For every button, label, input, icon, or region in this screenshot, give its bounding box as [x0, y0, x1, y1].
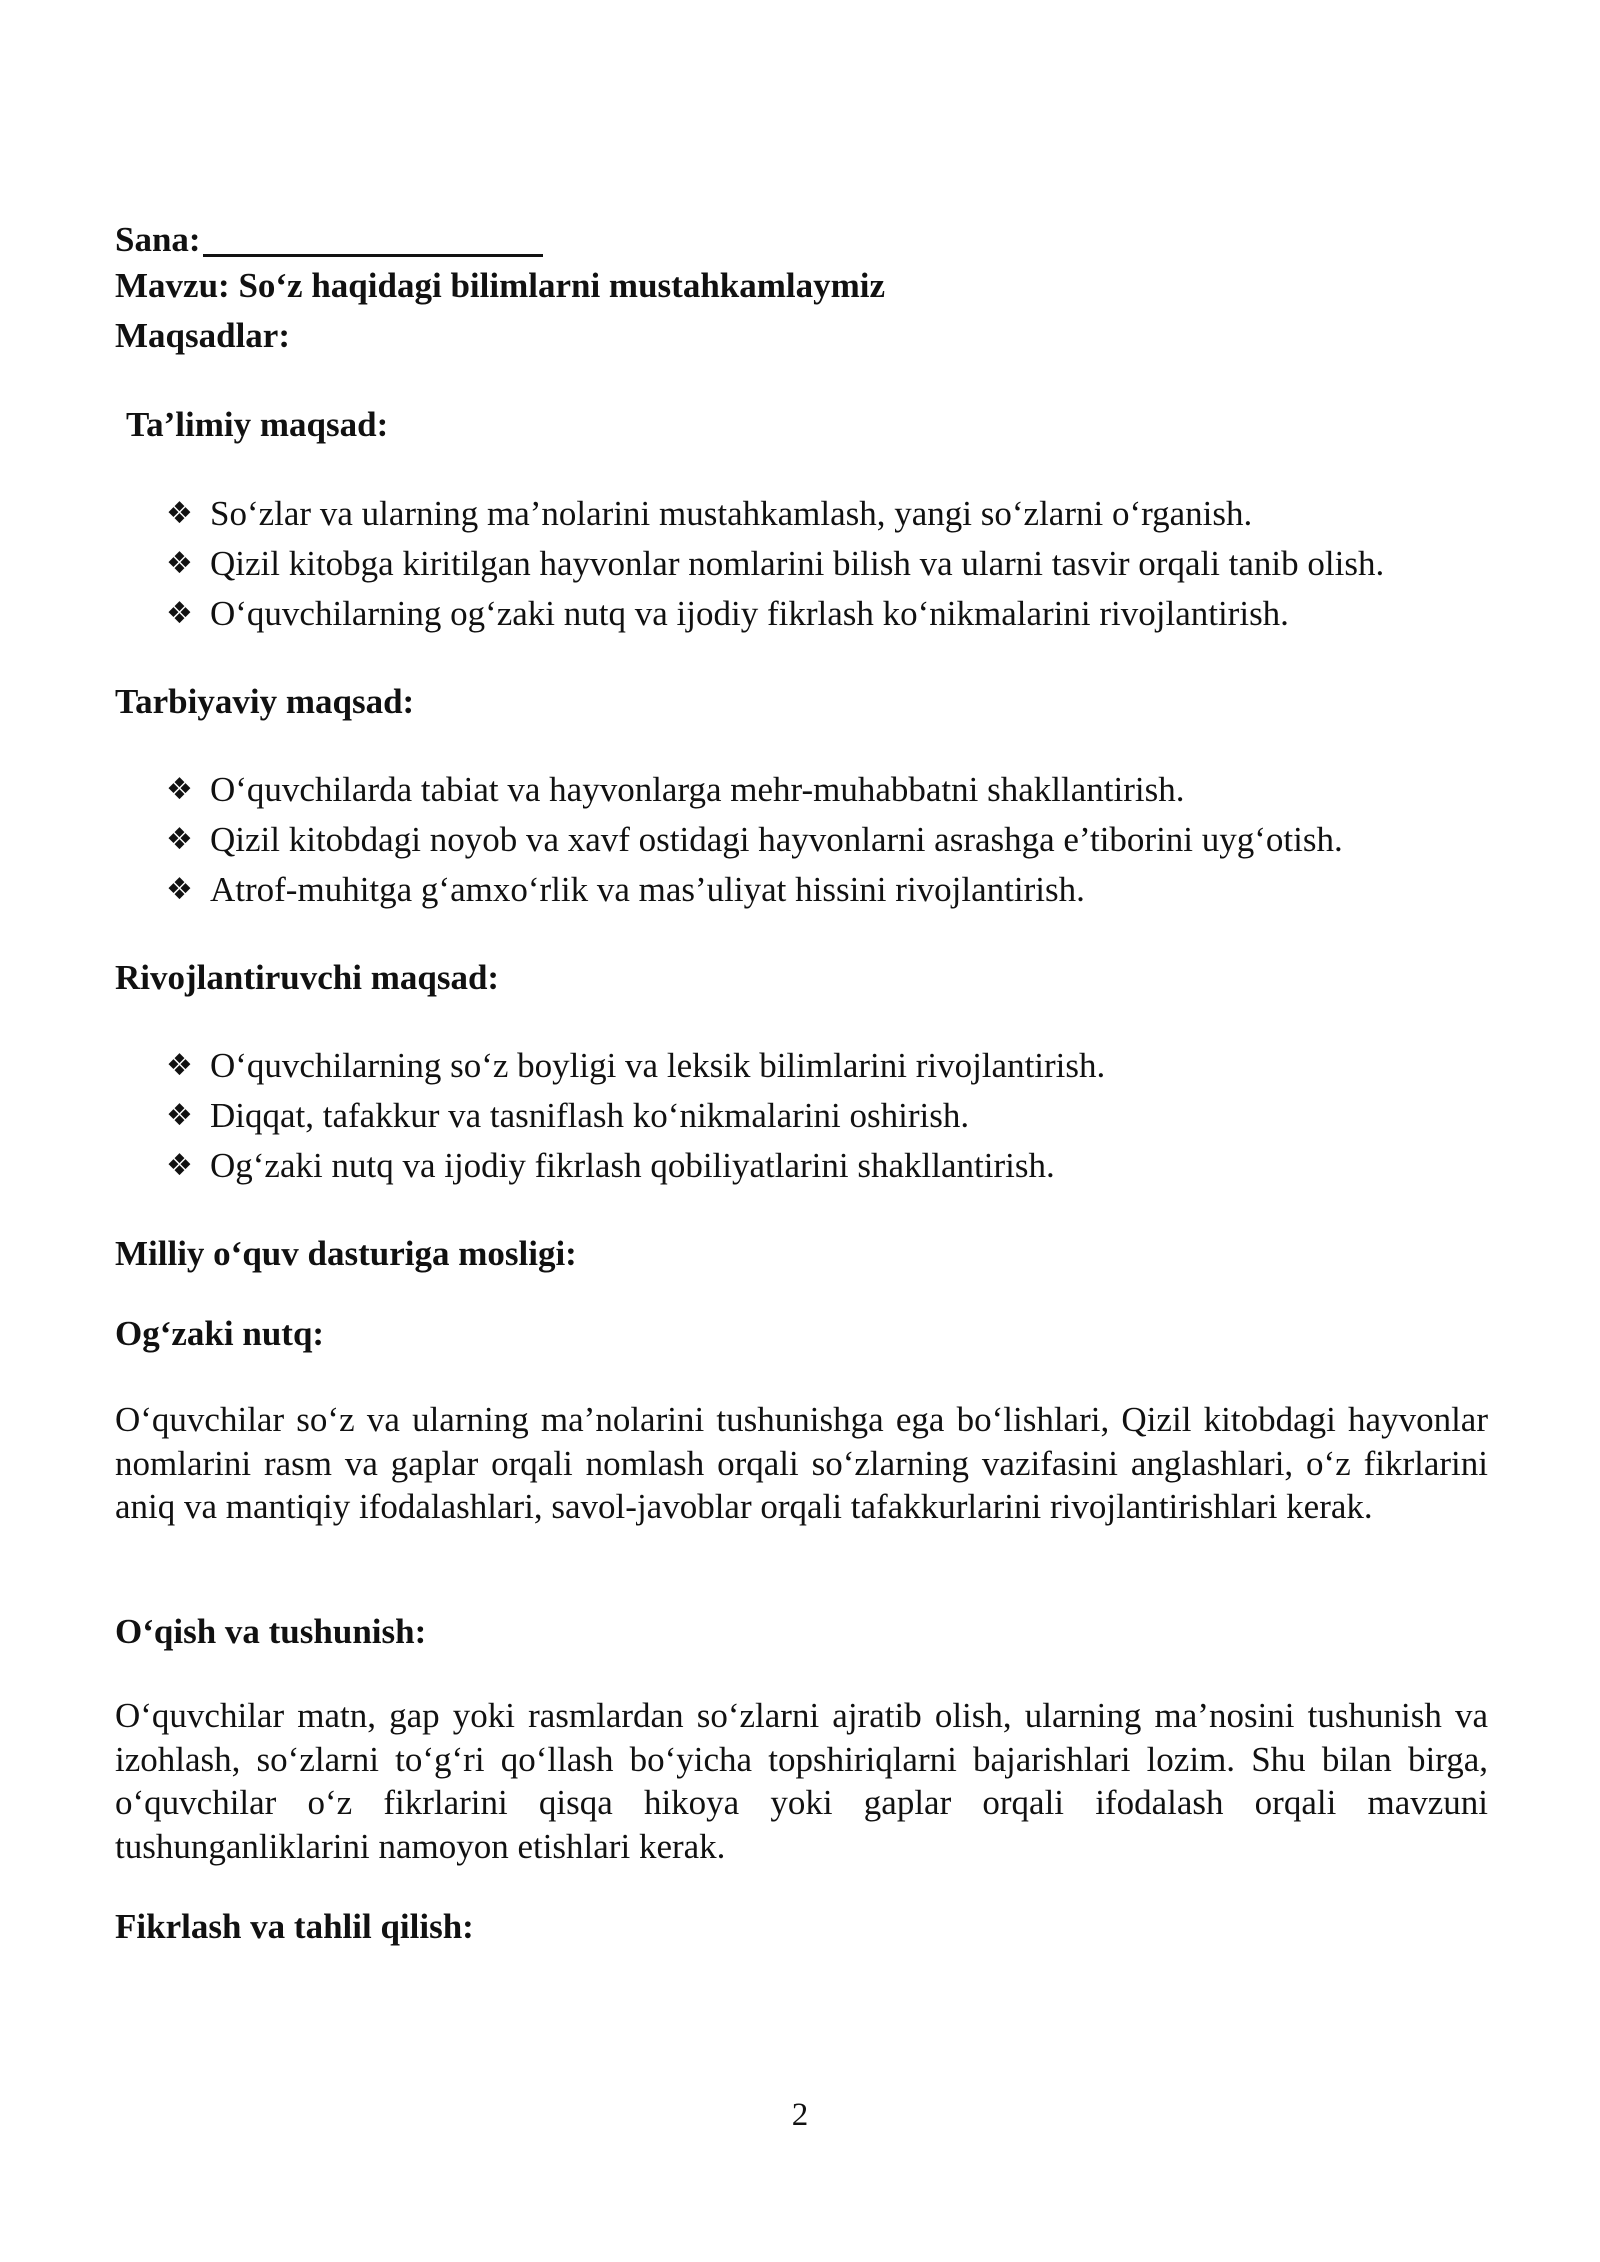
bullet-icon: ❖: [166, 1048, 193, 1083]
fikrlash-heading: Fikrlash va tahlil qilish:: [115, 1907, 474, 1946]
rivojlantiruvchi-list: [166, 1044, 1105, 1194]
list-item: ❖ O‘quvchilarda tabiat va hayvonlarga mehr-muhabbatni shakllantirish.: [166, 770, 1185, 809]
list-item: ❖ O‘quvchilarning so‘z boyligi va leksik bilimlarini rivojlantirish.: [166, 1046, 1106, 1085]
bullet-icon: ❖: [166, 772, 193, 807]
talimiy-heading: Ta’limiy maqsad:: [126, 405, 389, 444]
date-blank-line: [203, 214, 543, 257]
goals-label: Maqsadlar:: [115, 316, 290, 355]
oqish-paragraph: O‘quvchilar matn, gap yoki rasmlardan so‘zlarni ajratib olish, ularning ma’nosini tushunish va izohlash, so‘zlarni to‘g‘ri qo‘llash bo‘yicha topshiriqlarni bajarishlari lozim. Shu bilan birga, o‘quvchilar o‘z fikrlarini qisqa hikoya yoki gaplar orqali ifodalash orqali mavzuni tushunganliklarini namoyon etishlari kerak.: [115, 1696, 1488, 1866]
list-item: ❖ Og‘zaki nutq va ijodiy fikrlash qobiliyatlarini shakllantirish.: [166, 1146, 1055, 1185]
bullet-icon: ❖: [166, 546, 193, 581]
talimiy-list: [166, 492, 1384, 642]
bullet-icon: ❖: [166, 1148, 193, 1183]
bullet-icon: ❖: [166, 822, 193, 857]
date-label: Sana:: [115, 220, 201, 259]
list-item: ❖ Diqqat, tafakkur va tasniflash ko‘nikmalarini oshirish.: [166, 1096, 970, 1135]
ogzaki-paragraph: O‘quvchilar so‘z va ularning ma’nolarini tushunishga ega bo‘lishlari, Qizil kitobdagi hayvonlar nomlarini rasm va gaplar orqali nomlash orqali so‘zlarning vazifasini anglashlari, o‘z fikrlarini aniq va mantiqiy ifodalashlari, savol-javoblar orqali tafakkurlarini rivojlantirishlari kerak.: [115, 1400, 1488, 1526]
tarbiyaviy-heading: Tarbiyaviy maqsad:: [115, 682, 415, 721]
list-item: ❖ Atrof-muhitga g‘amxo‘rlik va mas’uliyat hissini rivojlantirish.: [166, 870, 1085, 909]
page-number: 2: [791, 2097, 809, 2133]
topic-title: Mavzu: So‘z haqidagi bilimlarni mustahkamlaymiz: [115, 266, 886, 305]
list-item: ❖ Qizil kitobdagi noyob va xavf ostidagi hayvonlarni asrashga e’tiborini uyg‘otish.: [166, 820, 1343, 859]
bullet-icon: ❖: [166, 596, 193, 631]
list-item: ❖ Qizil kitobga kiritilgan hayvonlar nomlarini bilish va ularni tasvir orqali tanib olish.: [166, 544, 1385, 583]
tarbiyaviy-list: [166, 768, 1343, 918]
bullet-icon: ❖: [166, 872, 193, 907]
bullet-icon: ❖: [166, 1098, 193, 1133]
date-field: [115, 214, 543, 261]
bullet-icon: ❖: [166, 496, 193, 531]
list-item: ❖ O‘quvchilarning og‘zaki nutq va ijodiy fikrlash ko‘nikmalarini rivojlantirish.: [166, 594, 1289, 633]
milliy-heading: Milliy o‘quv dasturiga mosligi:: [115, 1234, 577, 1273]
rivojlantiruvchi-heading: Rivojlantiruvchi maqsad:: [115, 958, 500, 997]
list-item: ❖ So‘zlar va ularning ma’nolarini mustahkamlash, yangi so‘zlarni o‘rganish.: [166, 494, 1253, 533]
ogzaki-heading: Og‘zaki nutq:: [115, 1314, 325, 1353]
oqish-heading: O‘qish va tushunish:: [115, 1612, 427, 1651]
